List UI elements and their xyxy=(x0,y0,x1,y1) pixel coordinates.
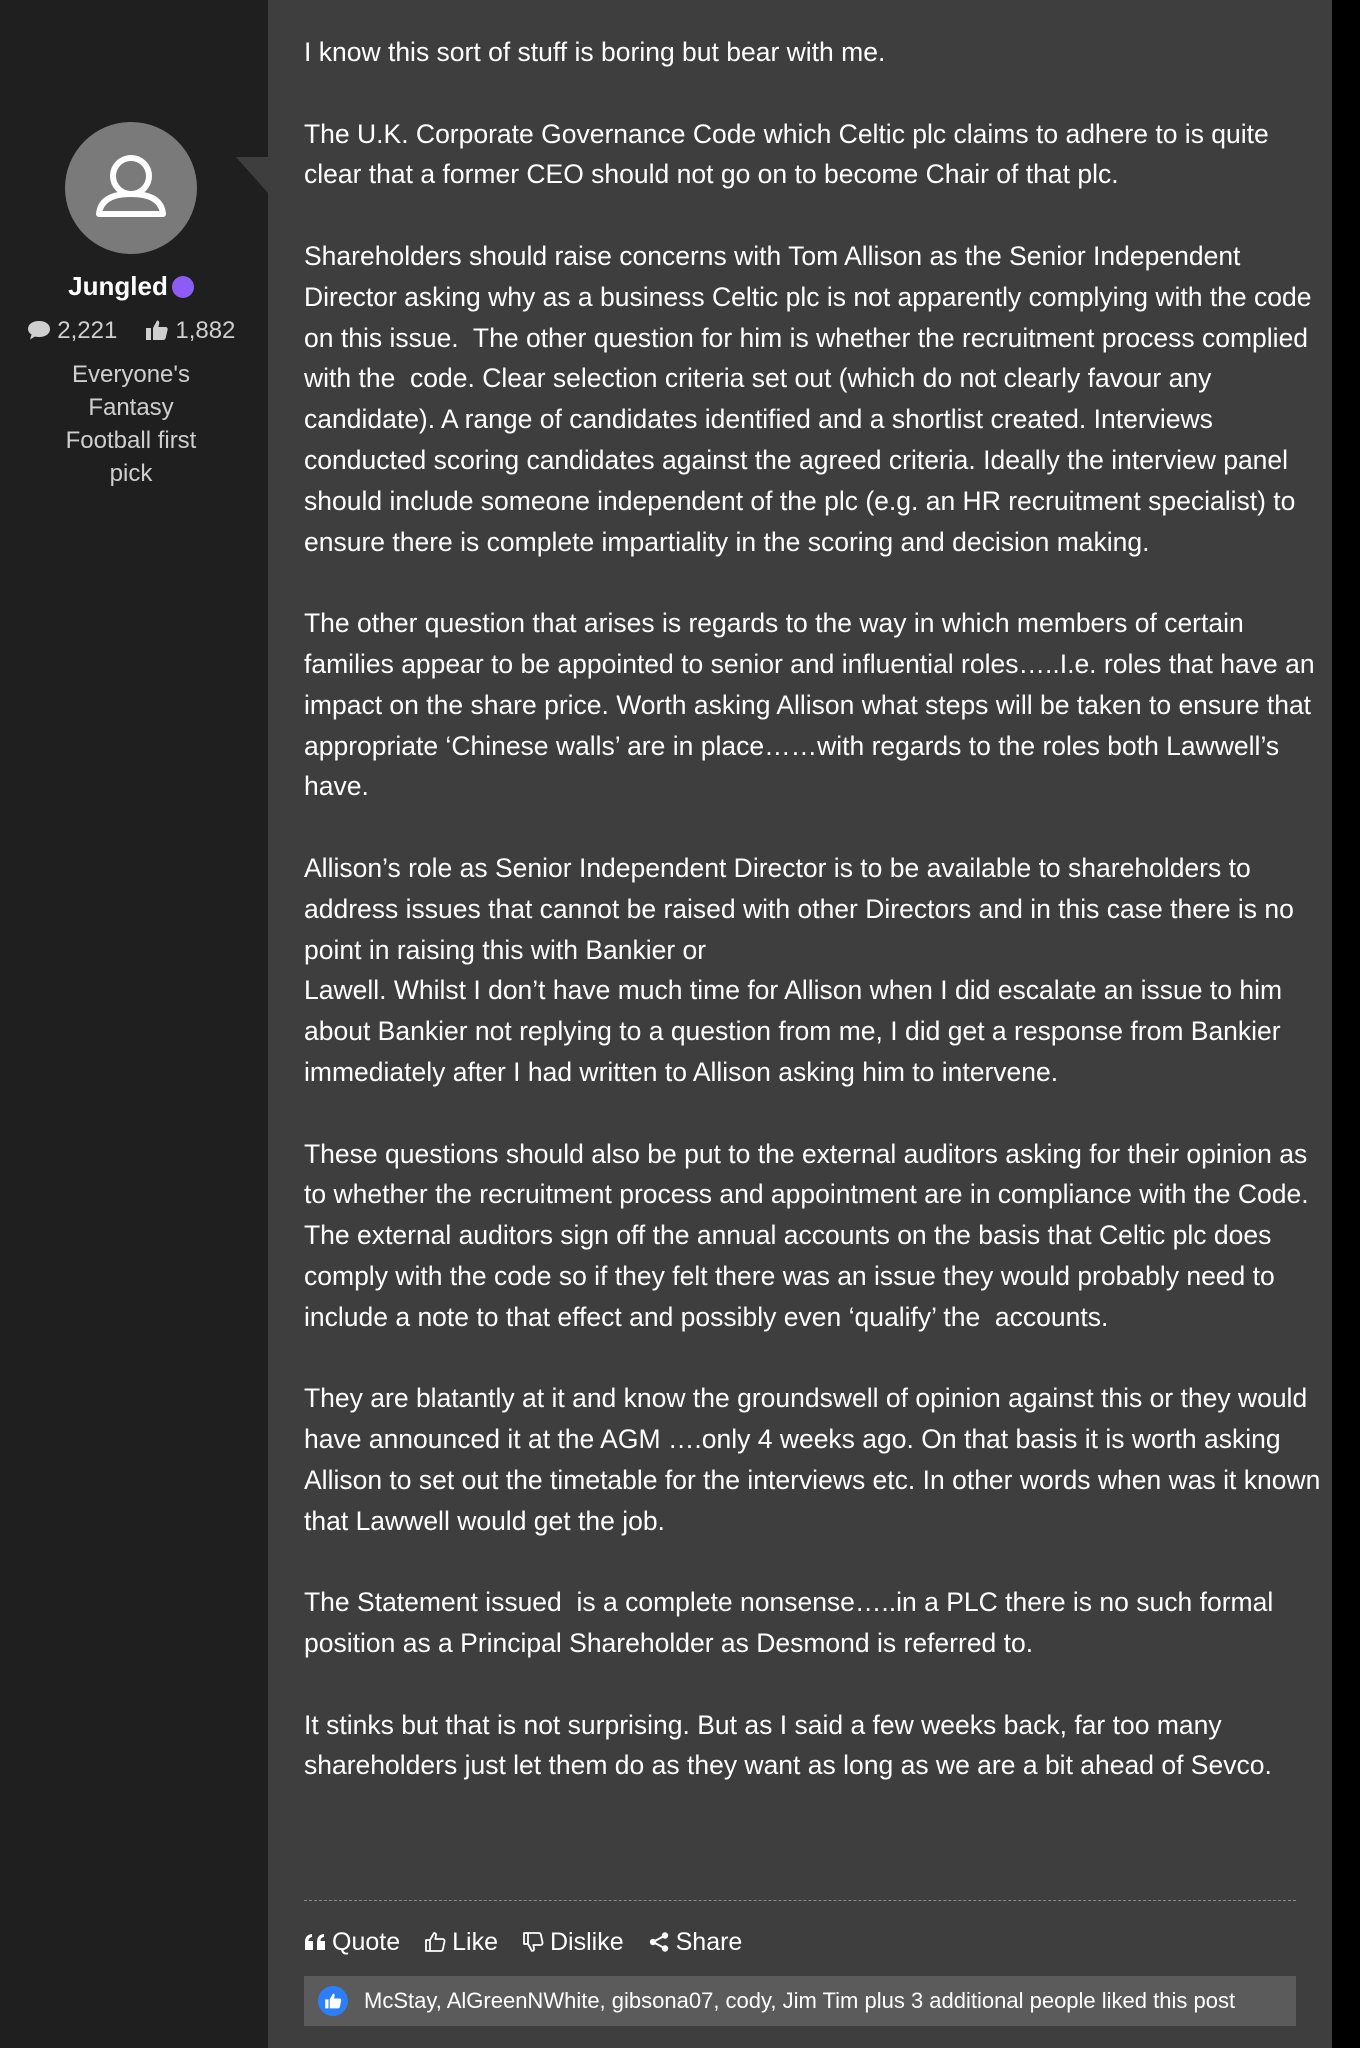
author-username[interactable]: Jungled xyxy=(68,271,168,301)
post-paragraph: The other question that arises is regards to the way in which members of certain families appear to be appointed to senior and influential roles…..I.e. roles that have an impact on the share price. Worth asking Allison what steps will be taken to ensure that appropriate ‘Chinese walls’ are in place……with regards to the roles both Lawwell’s have. xyxy=(304,608,1322,802)
post-paragraph: Shareholders should raise concerns with Tom Allison as the Senior Independent Director asking why as a business Celtic plc is not apparently complying with the code on this issue. The other question for him is whether the recruitment process complied with the code. Clear selection criteria set out (which do not clearly favour any candidate). A range of candidates identified and a shortlist created. Interviews conducted scoring candidates against the agreed criteria. Ideally the interview panel should include someone independent of the plc (e.g. an HR recruitment specialist) to ensure there is complete impartiality in the scoring and decision making. xyxy=(304,240,1319,557)
post-paragraph: The U.K. Corporate Governance Code which Celtic plc claims to adhere to is quite clear that a former CEO should not go on to become Chair of that plc. xyxy=(304,118,1277,190)
post-paragraph: These questions should also be put to the external auditors asking for their opinion as to whether the recruitment process and appointment are in compliance with the Code. The external auditors sign off the annual accounts on the basis that Celtic plc does comply with the code so if they felt there was an issue they would probably need to include a note to that effect and possibly even ‘qualify’ the accounts. xyxy=(304,1138,1316,1332)
quote-button[interactable] xyxy=(304,1928,400,1957)
post-paragraph: It stinks but that is not surprising. But as I said a few weeks back, far too many shareholders just let them do as they want as long as we are a bit ahead of Sevco. xyxy=(304,1709,1272,1781)
share-icon xyxy=(648,1931,670,1953)
dislike-label: Dislike xyxy=(549,1927,624,1956)
online-status-dot xyxy=(172,276,194,298)
author-title: Everyone's Fantasy Football first pick xyxy=(65,361,197,487)
author-username-row xyxy=(0,271,262,302)
post-divider xyxy=(304,1900,1296,1901)
post-paragraph: They are blatantly at it and know the groundswell of opinion against this or they would have announced it at the AGM ….only 4 weeks ago. On that basis it is worth asking Allison to set out the timetable for the interviews etc. In other words when was it known that Lawwell would get the job. xyxy=(304,1383,1328,1536)
quote-icon xyxy=(304,1933,326,1951)
dislike-button[interactable] xyxy=(522,1928,624,1957)
default-user-icon xyxy=(65,122,197,254)
like-badge-icon xyxy=(318,1986,348,2016)
post-actions xyxy=(304,1922,766,1962)
thumbs-up-icon xyxy=(145,319,169,348)
author-avatar[interactable] xyxy=(65,122,197,254)
post-paragraph: Allison’s role as Senior Independent Director is to be available to shareholders to address issues that cannot be raised with other Directors and in this case there is no point in raising this with Bankier or Lawell. Whilst I don’t have much time for Allison when I did escalate an issue to him about Bankier not replying to a question from me, I did get a response from Bankier immediately after I had written to Allison asking him to intervene. xyxy=(304,852,1294,1087)
like-button[interactable] xyxy=(424,1928,498,1957)
likes-summary-text: McStay, AlGreenNWhite, gibsona07, cody, Jim Tim plus 3 additional people liked this post xyxy=(364,1988,1236,2013)
like-label: Like xyxy=(452,1927,498,1956)
post-container xyxy=(268,0,1332,2048)
author-reputation: 1,882 xyxy=(175,317,236,344)
share-button[interactable] xyxy=(648,1928,743,1957)
post-paragraph: I know this sort of stuff is boring but bear with me. xyxy=(304,37,886,67)
author-posts-count: 2,221 xyxy=(57,317,118,344)
post-pointer-arrow xyxy=(236,157,268,193)
thumbs-down-outline-icon xyxy=(522,1931,544,1953)
thumbs-up-outline-icon xyxy=(424,1931,446,1953)
post-body xyxy=(304,32,1328,1827)
share-label: Share xyxy=(675,1927,743,1956)
likes-summary-bar[interactable] xyxy=(304,1976,1296,2026)
post-paragraph: The Statement issued is a complete nonsense…..in a PLC there is no such formal position as a Principal Shareholder as Desmond is referred to. xyxy=(304,1587,1281,1659)
author-sidebar xyxy=(0,0,268,2048)
quote-label: Quote xyxy=(332,1927,401,1956)
author-stats xyxy=(0,317,262,348)
comment-icon xyxy=(27,319,51,348)
